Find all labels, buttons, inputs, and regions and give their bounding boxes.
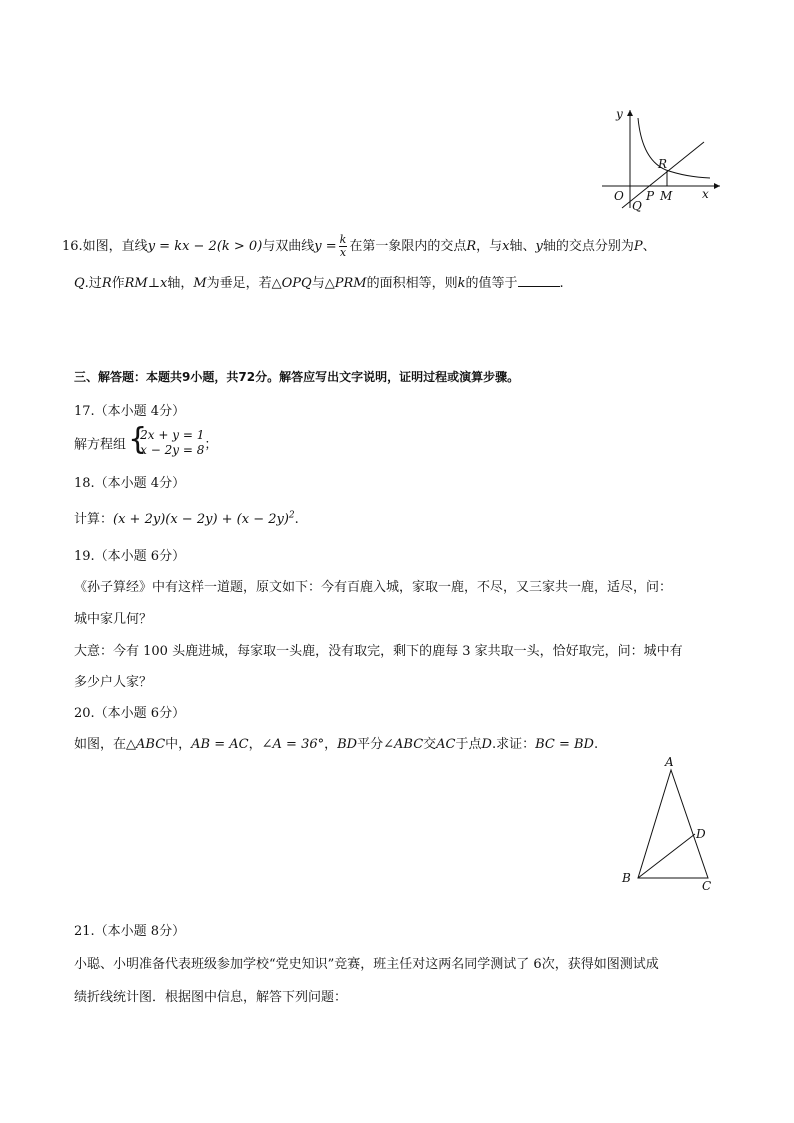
graph-label-P: P bbox=[646, 189, 655, 203]
q16-point-R: R bbox=[466, 239, 477, 254]
q16-text: 、 bbox=[642, 239, 656, 254]
q16-text: 在第一象限内的交点 bbox=[349, 239, 467, 254]
q20-text: . bbox=[593, 737, 599, 752]
q19-line2: 城中家几何？ bbox=[74, 612, 153, 627]
q18-expression: (x + 2y)(x − 2y) + (x − 2y) bbox=[113, 512, 289, 527]
q16-text: 轴、 bbox=[509, 239, 536, 254]
triangle-ABC bbox=[638, 770, 708, 878]
q18-end: . bbox=[294, 512, 299, 527]
q19-line3: 大意：今有 100 头鹿进城，每家取一头鹿，没有取完，剩下的鹿每 3 家共取一头，恰好取完，问：城中有 bbox=[74, 644, 683, 659]
q16-text: 轴， bbox=[167, 276, 194, 291]
answer-blank[interactable] bbox=[518, 274, 560, 287]
q16-text: 为垂足，若 bbox=[206, 276, 272, 291]
q16-point-Q: Q bbox=[74, 276, 85, 291]
q16-point-M: M bbox=[193, 276, 207, 291]
section-points: 72 bbox=[238, 370, 256, 384]
q20-text: 平分 bbox=[357, 737, 384, 752]
q20-triangle-figure bbox=[616, 754, 728, 894]
section-count: 9 bbox=[182, 370, 191, 384]
q20-text: ， bbox=[248, 737, 262, 752]
q17-header: 17.（本小题 4分） bbox=[74, 404, 186, 419]
section-heading bbox=[74, 368, 519, 385]
q21-line2: 绩折线统计图．根据图中信息，解答下列问题： bbox=[74, 990, 348, 1005]
q20-segment-BD: BD bbox=[337, 737, 358, 752]
q20-triangle: △ABC bbox=[126, 737, 166, 752]
graph-label-M: M bbox=[660, 189, 673, 203]
q16-text: 的面积相等，则 bbox=[366, 276, 458, 291]
q21-line1: 小聪、小明准备代表班级参加学校“党史知识”竞赛，班主任对这两名同学测试了 6次，获得如图测试成 bbox=[74, 957, 659, 972]
q18-body bbox=[74, 508, 299, 527]
q16-fraction bbox=[339, 234, 348, 259]
q16-text: ，与 bbox=[476, 239, 503, 254]
q16-perp: ⊥ bbox=[147, 276, 160, 291]
q16-line2 bbox=[74, 274, 564, 294]
q20-condition-1: AB = AC bbox=[191, 737, 249, 752]
q16-y: y bbox=[535, 239, 543, 254]
fraction-numerator: k bbox=[339, 233, 347, 246]
q16-text: .过 bbox=[84, 276, 102, 291]
equation-system bbox=[128, 422, 205, 458]
q20-angle: ∠ABC bbox=[383, 737, 424, 752]
section-text: 分。解答应写出文字说明，证明过程或演算步骤。 bbox=[255, 370, 520, 384]
q16-text: . bbox=[559, 276, 564, 291]
fraction-denominator: x bbox=[339, 246, 347, 259]
q17-lead: 解方程组 bbox=[74, 437, 127, 453]
vertex-label-C: C bbox=[702, 879, 712, 893]
brace-symbol: { bbox=[128, 422, 148, 457]
q19-line4: 多少户人家？ bbox=[74, 675, 153, 690]
q16-text: 16.如图，直线 bbox=[62, 239, 148, 254]
q16-hyperbola-lhs: y = bbox=[314, 239, 337, 254]
q21-header: 21.（本小题 8分） bbox=[74, 924, 186, 939]
q20-text: 如图，在 bbox=[74, 737, 127, 752]
q16-line1 bbox=[62, 234, 656, 259]
q16-text: 的值等于 bbox=[465, 276, 518, 291]
q16-graph bbox=[596, 100, 726, 212]
q20-text: ， bbox=[324, 737, 338, 752]
q16-line-equation: y = kx − 2(k > 0) bbox=[147, 239, 263, 254]
q16-text: 作 bbox=[111, 276, 125, 291]
q16-segment-RM: RM bbox=[124, 276, 148, 291]
section-text: 三、解答题：本题共 bbox=[74, 370, 183, 384]
q20-header: 20.（本小题 6分） bbox=[74, 706, 186, 721]
section-text: 小题，共 bbox=[190, 370, 239, 384]
q20-text: 于点 bbox=[455, 737, 482, 752]
graph-label-R: R bbox=[658, 157, 668, 171]
vertex-label-B: B bbox=[622, 871, 631, 885]
graph-label-x: x bbox=[702, 187, 709, 201]
q18-lead: 计算： bbox=[74, 512, 114, 527]
q16-x: x bbox=[502, 239, 510, 254]
equation-1: 2x + y = 1 bbox=[140, 428, 205, 442]
q19-line1: 《孙子算经》中有这样一道题，原文如下：今有百鹿入城，家取一鹿，不尽，又三家共一鹿，适尽，问： bbox=[74, 580, 673, 595]
q18-header: 18.（本小题 4分） bbox=[74, 476, 186, 491]
graph-label-y: y bbox=[616, 107, 623, 121]
graph-label-O: O bbox=[614, 189, 624, 203]
segment-BD bbox=[638, 834, 695, 878]
graph-label-Q: Q bbox=[632, 199, 642, 212]
q16-k: k bbox=[457, 276, 466, 291]
q17-body bbox=[74, 422, 218, 458]
q18-exponent: 2 bbox=[288, 510, 295, 521]
q20-text: 交 bbox=[423, 737, 437, 752]
q16-point-R: R bbox=[101, 276, 112, 291]
q16-triangle-PRM: △PRM bbox=[324, 276, 367, 291]
q20-condition-2: ∠A = 36° bbox=[261, 737, 325, 752]
q16-text: 轴的交点分别为 bbox=[542, 239, 634, 254]
q16-point-P: P bbox=[633, 239, 643, 254]
q16-text: 与 bbox=[311, 276, 325, 291]
equation-2: x − 2y = 8 bbox=[140, 443, 205, 457]
q16-triangle-OPQ: △OPQ bbox=[271, 276, 312, 291]
hyperbola-curve bbox=[638, 118, 710, 178]
vertex-label-D: D bbox=[696, 827, 706, 841]
q20-text: .求证： bbox=[491, 737, 536, 752]
q20-conclusion: BC = BD bbox=[535, 737, 594, 752]
q17-semicolon: ； bbox=[204, 437, 218, 453]
q16-text: 与双曲线 bbox=[262, 239, 315, 254]
q20-point-D: D bbox=[481, 737, 492, 752]
q20-body bbox=[74, 733, 598, 752]
q19-header: 19.（本小题 6分） bbox=[74, 549, 186, 564]
q20-segment-AC: AC bbox=[436, 737, 456, 752]
q20-text: 中， bbox=[165, 737, 192, 752]
vertex-label-A: A bbox=[665, 755, 674, 769]
q16-x: x bbox=[159, 276, 168, 291]
